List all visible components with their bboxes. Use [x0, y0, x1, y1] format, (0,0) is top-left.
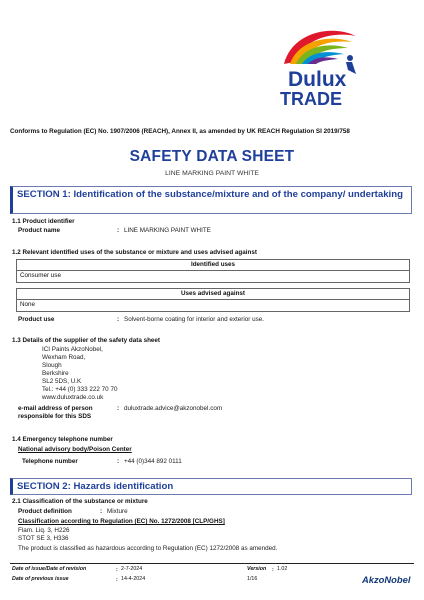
classification-line: STOT SE 3, H336 — [18, 535, 69, 542]
subsection-1-2: 1.2 Relevant identified uses of the substance or mixture and uses advised against — [12, 249, 257, 256]
supplier-line: Wexham Road, — [42, 354, 86, 361]
identified-uses-table — [16, 259, 410, 283]
supplier-address — [42, 346, 117, 402]
email-label-line2: responsible for this SDS — [18, 413, 92, 420]
version-value: 1.02 — [277, 566, 288, 572]
supplier-line: ICI Paints AkzoNobel, — [42, 346, 103, 353]
footer-divider — [10, 563, 414, 564]
dulux-trade-logo — [272, 24, 364, 108]
telephone-label: Telephone number — [22, 458, 78, 465]
product-name-value: LINE MARKING PAINT WHITE — [124, 227, 211, 234]
product-name-label: Product name — [18, 227, 60, 234]
classification-note: The product is classified as hazardous according to Regulation (EC) 1272/2008 as amended. — [18, 545, 278, 552]
colon: : — [117, 227, 120, 234]
section-1-heading: SECTION 1: Identification of the substance/mixture and of the company/ undertaking — [10, 186, 412, 214]
supplier-line: Tel.: +44 (0) 333 222 70 70 — [42, 386, 118, 393]
supplier-line: Berkshire — [42, 370, 69, 377]
issue-date-value: 2-7-2024 — [121, 566, 143, 572]
supplier-line: Slough — [42, 362, 62, 369]
page-number: 1/16 — [247, 576, 258, 582]
conformity-statement: Conforms to Regulation (EC) No. 1907/2006 (REACH), Annex II, as amended by UK REACH Regulation SI 2019/758 — [10, 128, 350, 135]
email-label-line1: e-mail address of person — [18, 405, 93, 412]
supplier-line: SL2 5DS, U.K — [42, 378, 82, 385]
colon: : — [117, 405, 120, 412]
colon: : — [117, 316, 120, 323]
subsection-2-1: 2.1 Classification of the substance or mixture — [12, 498, 148, 505]
product-definition-label: Product definition — [18, 508, 72, 515]
subsection-1-4: 1.4 Emergency telephone number — [12, 436, 113, 443]
identified-uses-header: Identified uses — [17, 260, 409, 271]
previous-issue-value: 14-4-2024 — [121, 576, 146, 582]
issue-date-label: Date of issue/Date of revision — [12, 566, 87, 572]
document-title: SAFETY DATA SHEET — [129, 148, 295, 165]
advised-against-table — [16, 288, 410, 312]
colon: : — [117, 458, 120, 465]
logo-dulux-text: Dulux — [288, 68, 347, 91]
logo-trade-text: TRADE — [280, 89, 342, 108]
identified-uses-value: Consumer use — [20, 272, 61, 279]
colon: : — [272, 567, 274, 573]
product-subtitle: LINE MARKING PAINT WHITE — [165, 170, 259, 177]
akzonobel-logo: AkzoNobel — [362, 574, 411, 585]
colon: : — [116, 577, 118, 583]
product-use-value: Solvent-borne coating for interior and exterior use. — [124, 316, 265, 323]
subsection-1-3: 1.3 Details of the supplier of the safety data sheet — [12, 337, 161, 344]
email-value: duluxtrade.advice@akzonobel.com — [124, 405, 223, 412]
supplier-website: www.duluxtrade.co.uk — [42, 394, 104, 401]
previous-issue-label: Date of previous issue — [12, 576, 69, 582]
telephone-value: +44 (0)344 892 0111 — [124, 458, 182, 465]
classification-heading: Classification according to Regulation (EC) No. 1272/2008 [CLP/GHS] — [18, 518, 225, 525]
version-label: Version — [247, 566, 267, 572]
advisory-body-heading: National advisory body/Poison Center — [18, 446, 132, 453]
product-definition-value: Mixture — [107, 508, 128, 515]
colon: : — [100, 508, 103, 515]
colon: : — [116, 567, 118, 573]
product-use-label: Product use — [18, 316, 55, 323]
section-2-heading: SECTION 2: Hazards identification — [10, 478, 412, 495]
advised-against-value: None — [20, 301, 36, 308]
classification-line: Flam. Liq. 3, H226 — [18, 527, 70, 534]
dulux-flourish-icon — [272, 24, 364, 108]
subsection-1-1: 1.1 Product identifier — [12, 218, 75, 225]
advised-against-header: Uses advised against — [17, 289, 409, 300]
